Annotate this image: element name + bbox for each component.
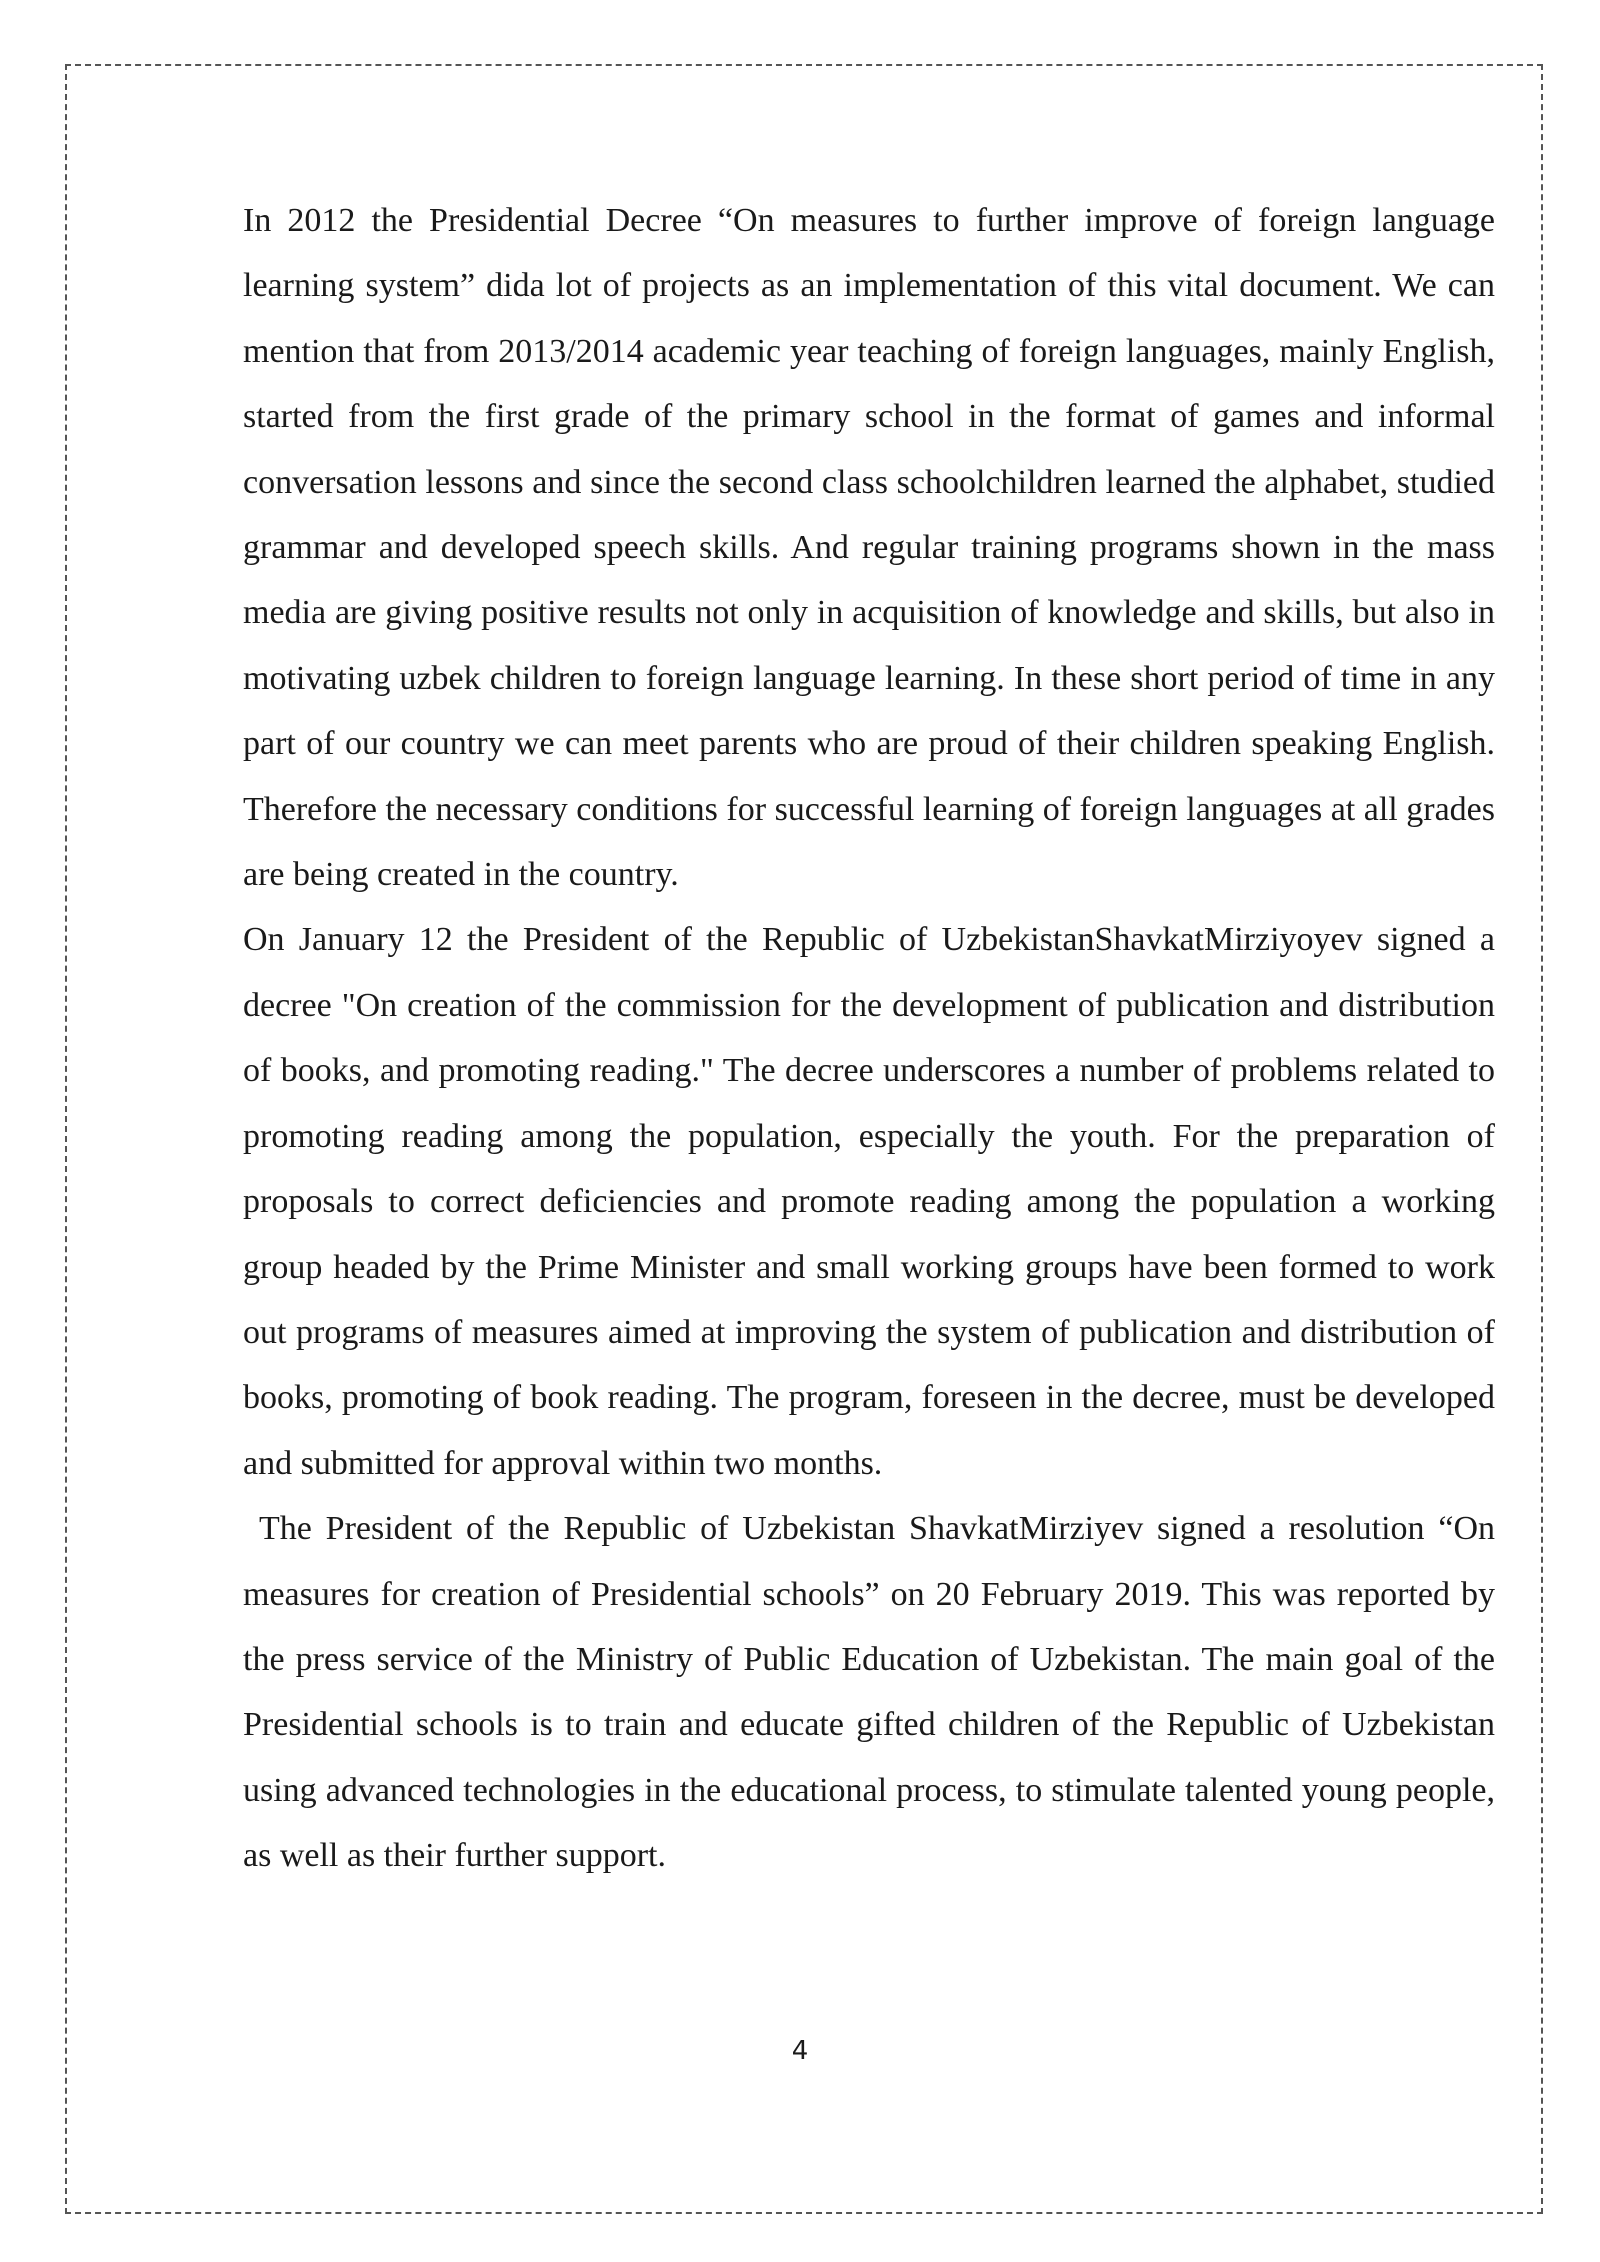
- document-body: [243, 188, 1495, 1889]
- page-number: 4: [791, 2036, 809, 2066]
- paragraph-foreign-language-decree: In 2012 the Presidential Decree “On measures to further improve of foreign language learning system” dida lot of projects as an implementation of this vital document. We can mention that from 2013/2014 academic year teaching of foreign languages, mainly English, started from the first grade of the primary school in the format of games and informal conversation lessons and since the second class schoolchildren learned the alphabet, studied grammar and developed speech skills. And regular training programs shown in the mass media are giving positive results not only in acquisition of knowledge and skills, but also in motivating uzbek children to foreign language learning. In these short period of time in any part of our country we can meet parents who are proud of their children speaking English. Therefore the necessary conditions for successful learning of foreign languages at all grades are being created in the country.: [243, 202, 1495, 894]
- paragraph-reading-decree: On January 12 the President of the Republic of UzbekistanShavkatMirziyoyev signed a decree "On creation of the commission for the development of publication and distribution of books, and promoting reading." The decree underscores a number of problems related to promoting reading among the population, especially the youth. For the preparation of proposals to correct deficiencies and promote reading among the population a working group headed by the Prime Minister and small working groups have been formed to work out programs of measures aimed at improving the system of publication and distribution of books, promoting of book reading. The program, foreseen in the decree, must be developed and submitted for approval within two months.: [243, 921, 1495, 1482]
- paragraph-presidential-schools: The President of the Republic of Uzbekistan ShavkatMirziyev signed a resolution “On measures for creation of Presidential schools” on 20 February 2019. This was reported by the press service of the Ministry of Public Education of Uzbekistan. The main goal of the Presidential schools is to train and educate gifted children of the Republic of Uzbekistan using advanced technologies in the educational process, to stimulate talented young people, as well as their further support.: [243, 1510, 1495, 1875]
